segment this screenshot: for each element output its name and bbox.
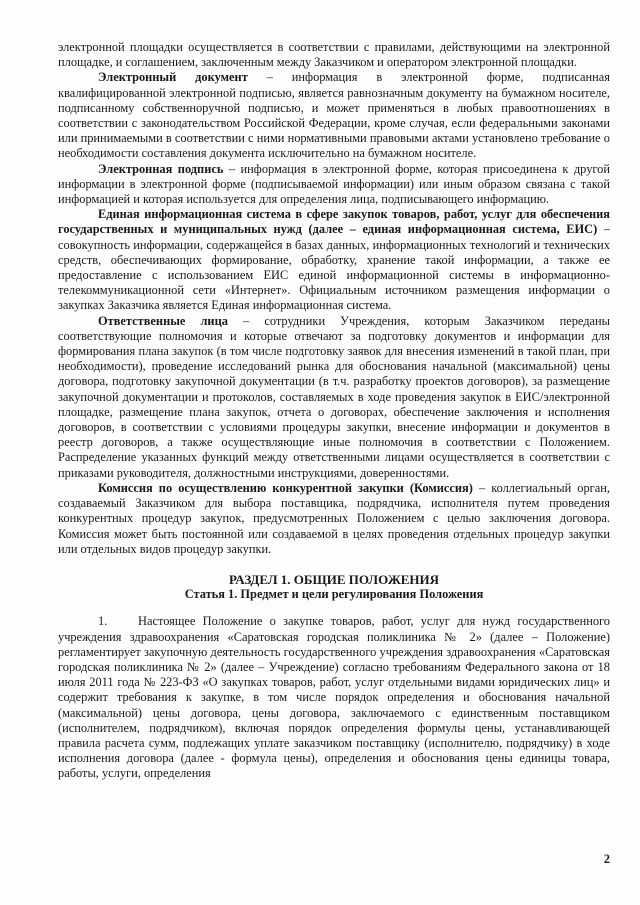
spacer: [58, 557, 610, 572]
definition-text: – совокупность информации, содержащейся в базах данных, информационных технологий и технических средств, обеспечивающих формирование, обработку, хранение такой информации, а также ее предоставление с использованием ЕИС единой информационной системы в информационно-телекоммуникационной сети «Интернет». Официальным источником размещения информации о закупках Заказчика является Единая информационная система.: [58, 222, 610, 313]
section-title: РАЗДЕЛ 1. ОБЩИЕ ПОЛОЖЕНИЯ: [229, 571, 439, 587]
definition-responsible-persons: [58, 314, 610, 481]
paragraph-continuation: электронной площадки осуществляется в соответствии с правилами, действующими на электронной площадке, и соглашением, заключенным между Заказчиком и оператором электронной площадки.: [58, 40, 610, 70]
item-1: [58, 614, 610, 781]
term-electronic-signature: Электронная подпись: [98, 161, 224, 176]
term-eis: Единая информационная система в сфере закупок товаров, работ, услуг для обеспечения государственных и муниципальных нужд (далее – единая информационная система, ЕИС): [58, 207, 610, 237]
term-electronic-document: Электронный документ: [98, 70, 248, 85]
definition-commission: [58, 481, 610, 557]
term-commission: Комиссия по осуществлению конкурентной закупки (Комиссия): [98, 480, 473, 495]
definition-eis: [58, 207, 610, 313]
definition-electronic-document: [58, 70, 610, 161]
page-number: 2: [603, 852, 610, 866]
definition-text: – коллегиальный орган, создаваемый Заказчиком для выбора поставщика, подрядчика, исполнителя путем проведения конкурентных процедур закупок, предусмотренных Положением с целью заключения договора. Комиссия может быть постоянной или создаваемой в целях проведения отдельных процедур закупки или отдельных видов процедур закупки.: [58, 480, 610, 556]
definition-electronic-signature: [58, 162, 610, 208]
definition-text: – информация в электронной форме, подписанная квалифицированной электронной подписью, является равнозначным документу на бумажном носителе, подписанному собственноручной подписью, и может применяться в любых правоотношениях в соответствии с законодательством Российской Федерации, кроме случая, если федеральными законами или принимаемыми в соответствии с ними нормативными правовыми актами установлено требование о необходимости составления документа исключительно на бумажном носителе.: [58, 70, 610, 161]
article-title: Статья 1. Предмет и цели регулирования Положения: [184, 587, 484, 602]
term-responsible-persons: Ответственные лица: [98, 313, 228, 328]
definition-text: – сотрудники Учреждения, которым Заказчиком переданы соответствующие полномочия и которые отвечают за подготовку документов и информации для формирования плана закупок (в том числе подготовку заявок для внесения изменений в такой план, при необходимости), проведение исследований рынка для обоснования начальной (максимальной) цены договора, подготовку закупочной документации (в т.ч. разработку проектов договоров), за размещение закупочной документации и протоколов, составляемых в ходе проведения закупок в ЕИС/электронной площадке, размещение плана закупок, отчета о договорах, обеспечение заключения и исполнения договоров, в соответствии с условиями процедуры закупки, внесение информации и документов в реестр договоров, а также осуществляющие иные полномочия в соответствии с Положением. Распределение указанных функций между ответственными лицами осуществляется в соответствии с приказами руководителя, должностными инструкциями, доверенностями.: [58, 313, 611, 480]
item-text: Настоящее Положение о закупке товаров, работ, услуг для нужд государственного учреждения здравоохранения «Саратовская городская поликлиника № 2» (далее – Положение) регламентирует закупочную деятельность государственного учреждения здравоохранения «Саратовская городская поликлиника № 2» (далее – Учреждение) согласно требованиям Федерального закона от 18 июля 2011 года № 223-ФЗ «О закупках товаров, работ, услуг отдельными видами юридических лиц» и содержит требования к закупке, в том числе порядок определения и обоснования начальной (максимальной) цены договора, цены договора, заключаемого с единственным поставщиком (исполнителем, подрядчиком), включая порядок определения формулы цены, устанавливающей правила расчета сумм, подлежащих уплате заказчиком поставщику (исполнителю, подрядчику) в ходе исполнения договора (далее - формула цены), определения и обоснования цены единицы товара, работы, услуги, определения: [58, 614, 610, 781]
definition-text: – информация в электронной форме, которая присоединена к другой информации в электронной форме (подписываемой информации) или иным образом связана с такой информацией и которая используется для определения лица, подписывающего информацию.: [58, 161, 610, 207]
item-number: 1.: [98, 614, 108, 629]
